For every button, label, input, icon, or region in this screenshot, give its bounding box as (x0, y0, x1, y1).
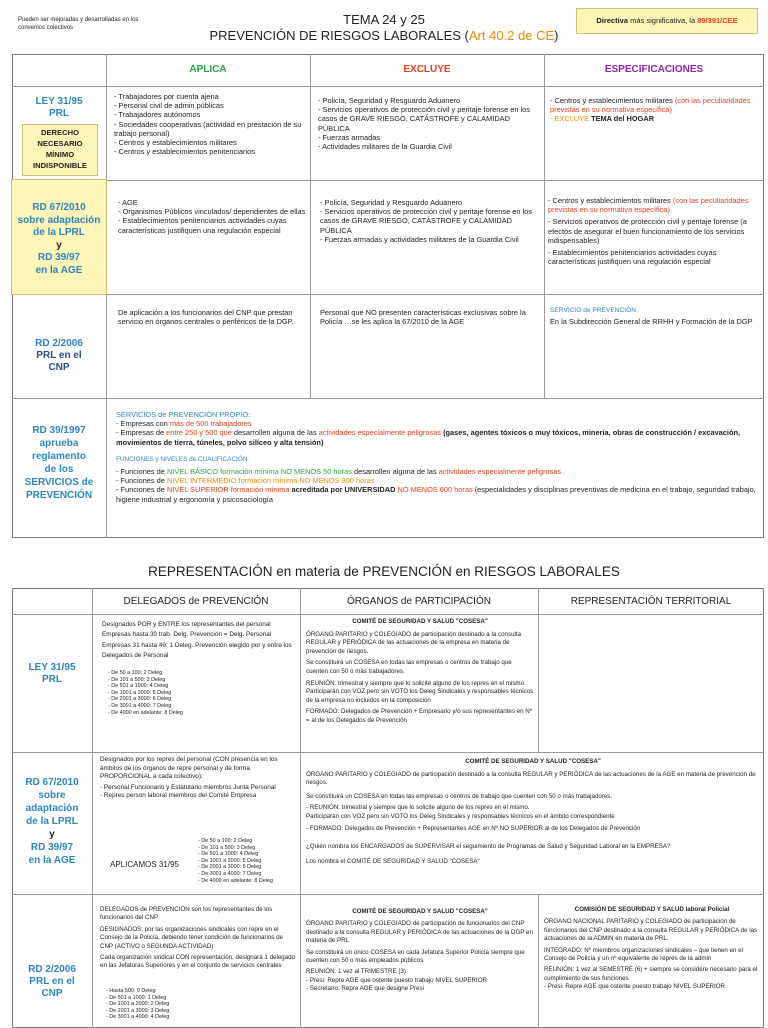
title-line2: PREVENCIÓN DE RIESGOS LABORALES (Art 40.2 de CE) (209, 28, 559, 43)
title-line1: TEMA 24 y 25 (343, 12, 425, 27)
t2-law-ley-31-95: LEY 31/95 PRL (28, 662, 76, 685)
header-aplica: APLICA (189, 64, 227, 75)
row3-excluye: Personal que NO presenten características exclusivas sobre la Policía …se les aplica la 67/2010 de la AGE (320, 308, 526, 327)
header-excluye: EXCLUYE (403, 64, 451, 75)
t2-row3-territorial: COMISIÓN DE SEGURIDAD Y SALUD laboral Policial ÓRGANO NACIONAL PARITARIO y COLEGIADO de participación de funcionarios del CNP destinado a la consulta REGULAR y PERIÓDICA de las actuaciones de la ADMIN en materia de PRL. INTEGRADO: Nº miembros organizaciones sindicales – que tienen en el Consejo de Policía y un nº equivalente de repres de la admin REUNIÓN: 1 vez al SEMESTRE (6) + siempre se considere necesario para el cumplimiento de sus funciones - Presi: Repre AGE que ostente puesto trabajo NIVEL SUPERIOR (544, 906, 758, 991)
row3-especificaciones: SERVICIO de PREVENCIÓN En la Subdirección General de RRHH y Formación de la DGP (550, 307, 753, 327)
t2-row1-organos: COMITÉ DE SEGURIDAD Y SALUD "COSESA" ÓRGANO PARITARIO y COLEGIADO de participación destinado a la consulta REGULAR y PERIÓDICA de las actuaciones de la empresa en materia de prevención de riesgos. Se constituirá un COSESA en todas las empresas o centros de trabajo que cuenten con 50 o más trabajadores. REUNIÓN: trimestral y siempre que lo solicite alguno de los repres en el mismo. Participarán con VOZ pero sin VOTO los Deleg Sindicales y responsables técnicos de la empresa no incluidos en la composición FORMADO: Delegados de Prevención + Empresario y/o sus representantes en Nº = al de los Delegados de Prevención (306, 618, 534, 724)
t2-law-rd-2-2006: RD 2/2006 PRL en el CNP (28, 964, 76, 999)
row1-aplica-list: - Trabajadores por cuenta ajena - Personal civil de admin públicas - Trabajadores autónomos - Sociedades cooperativas (actividad en prestación de su trabajo personal) - Centros y establecimientos militares - Centros y establecimientos penitenciarios (114, 92, 302, 157)
law-rd-39-1997: RD 39/1997 aprueba reglamento de los SERVICIOS de PREVENCIÓN (24, 425, 94, 501)
row2-especificaciones: - Centros y establecimientos militares (con las peculiaridades previstas en su normativa específica) - Servicios operativos de protección civil y peritaje forense (a efectos de asegurar el buen funcionamiento de los servicios indispensables) - Establecimientos penitenciarios actividades cuyas características justifiquen una regulación especial (548, 196, 749, 267)
header-organos: ÓRGANOS de PARTICIPACIÓN (347, 596, 491, 607)
title-art: Art 40.2 de CE (468, 28, 555, 43)
aplicamos-label: APLICAMOS 31/95 (110, 860, 179, 869)
t2-row1-scale: - De 50 a 100: 2 Deleg - De 101 a 500: 3 Deleg - De 501 a 1000: 4 Deleg - De 1001 a 2000: 5 Deleg - De 2001 a 3000: 6 Deleg - De 3001 a 4000: 7 Deleg - De 4000 en adelante: 8 Deleg (108, 670, 183, 716)
t2-row2-organos: COMITÉ DE SEGURIDAD Y SALUD "COSESA" ÓRGANO PARITARIO y COLEGIADO de participación destinado a la consulta REGULAR y PERIÓDICA de las actuaciones de la AGE en materia de prevención de riesgos. Se constituirá un COSESA en todas las empresas o centros de trabajo que cuenten con 50 o más trabajadores. - REUNIÓN: trimestral y siempre que lo solicite alguno de los repres en el mismo. Participarán con VOZ pero sin VOTO los Deleg Sindicales y responsables técnicos en el ámbito correspondiente - FORMADO: Delegados de Prevención + Representantes AGE en Nº NO SUPERIOR al de los Delegados de Prevención ¿Quién nombra los ENCARGADOS de SUPERVISAR el seguimiento de Programas de Salud y Seguridad Laboral en la EMPRESA? Los nombra el COMITÉ DE SEGURIDAD Y SALUD "COSESA" (306, 758, 756, 865)
row4-servicios-prevencion: SERVICIOS de PREVENCIÓN PROPIO: - Empresas con más de 500 trabajadores - Empresas de entre 250 y 500 que desarrollen alguna de las actividades especialmente peligrosas (gases, agentes tóxicos o muy tóxicos, minería, obras de construcción / excavación, movimientos de tierra, túneles, polvo silíceo y alta tensión) FUNCIONES y NIVELES de CUALIFICACIÓN - Funciones de NIVEL BÁSICO formación mínima NO MENOS 50 horas desarrollen alguna de las actividades especialmente peligrosas - Funciones de NIVEL INTERMEDIO formación mínima NO MENOS 300 horas - Funciones de NIVEL SUPERIOR formación mínima acreditada por UNIVERSIDAD NO MENOS 600 horas (especialidades y disciplinas preventivas de medicina en el trabajo, seguridad trabajo, higiene industrial y ergonomía y psicosociología (116, 410, 756, 504)
header-territorial: REPRESENTACIÓN TERRITORIAL (570, 596, 732, 607)
top-note: Pueden ser mejoradas y desarrolladas en los convenios colectivos (18, 17, 139, 31)
section2-title: REPRESENTACIÓN en materia de PREVENCIÓN en RIESGOS LABORALES (148, 564, 620, 579)
derecho-minimo-badge: DERECHO NECESARIO MÍNIMO INDISPONIBLE (22, 124, 98, 176)
t2-row3-organos: COMITÉ DE SEGURIDAD Y SALUD "COSESA" ÓRGANO PARITARIO y COLEGIADO de participación de funcionarios del CNP destinado a la consulta REGULAR y PERIÓDICA de las actuaciones de la DGP en materia de PRL Se constituirá un único COSESA en cada Jefatura Superior Policía siempre que cuenten con 50 o más empleados públicos REUNIÓN: 1 vez al TRIMESTRE (3) - Presi: Repre AGE que ostente puesto trabajo NIVEL SUPERIOR - Secretario: Repre AGE que designe Presi (306, 908, 533, 993)
header-especificaciones: ESPECIFICACIONES (604, 64, 704, 75)
t2-row1-delegados: Designados POR y ENTRE los representantes del personal Empresas hasta 30 trab. Delg. Prevención = Delg. Personal Empresas 31 hasta 49: 1 Deleg. Prevención elegido por y entre los Delegados de Personal (102, 621, 292, 660)
row2-excluye-list: - Policía, Seguridad y Resguardo Aduanero - Servicios operativos de protección civil y peritaje forense en los casos de GRAVE RIESGO, CATÁSTROFE y CALAMIDAD PÚBLICA - Fuerzas armadas y actividades militares de la Guardia Civil (320, 198, 532, 244)
t2-row2-scale: - De 50 a 100: 2 Deleg - De 101 a 500: 3 Deleg - De 501 a 1000: 4 Deleg - De 1001 a 2000: 5 Deleg - De 2001 a 3000: 6 Deleg - De 3001 a 4000: 7 Deleg - De 4000 en adelante: 8 Deleg (198, 838, 273, 884)
t2-law-rd-67-2010: RD 67/2010 sobre adaptación de la LPRL y RD 39/97 en la AGE (25, 777, 79, 866)
row1-excluye-list: - Policía, Seguridad y Resguardo Aduanero - Servicios operativos de protección civil y peritaje forense en los casos de GRAVE RIESGO, CATÁSTROFE y CALAMIDAD PÚBLICA - Fuerzas armadas - Actividades militares de la Guardia Civil (318, 96, 530, 152)
row1-especificaciones: - Centros y establecimientos militares (con las peculiaridades previstas en su normativa específica) - EXCLUYE TEMA del HOGAR (550, 96, 751, 124)
row2-aplica-list: - AGE - Organismos Públicos vinculados/ dependientes de ellas - Establecimientos penitenciarios actividades cuyas características justifiquen una regulación especial (118, 198, 306, 235)
header-delegados: DELEGADOS de PREVENCIÓN (123, 596, 269, 607)
directiva-box: Directiva más significativa, la 89/391/CEE (576, 8, 758, 34)
t2-row3-scale: - Hasta 500: 0 Deleg - De 501 a 1000: 1 Deleg - De 1001 a 2000: 2 Deleg - De 2001 a 3000: 3 Deleg - De 3001 a 4000: 4 Deleg (106, 988, 170, 1021)
law-rd-2-2006: RD 2/2006 PRL en el CNP (35, 338, 83, 373)
row3-aplica: De aplicación a los funcionarios del CNP que prestan servicio en órganos centrales o periféricos de la DGP. (118, 308, 294, 327)
t2-row2-delegados: Designados por los repres del personal (CON presencia en los ámbitos de los órganos de repre personal y de forma PROPORCIONAL a cada colectivo): - Personal Funcionario y Estatutario miembros Junta Personal - Repres person laboral miembros del Comité Empresa (100, 756, 278, 800)
t2-row3-delegados: DELEGADOS de PREVENCIÓN son los representantes de los funcionarios del CNP DESIGNADOS: por las organizaciones sindicales con repre en el Consejo de la Policía, debiendo tener condición de funcionarios de CNP (ACTIVO o SEGUNDA ACTIVIDAD) Cada organización sindical CON representación, designará 1 delegado en las Jefaturas Superiores y en el conjunto de servicios centrales (100, 906, 296, 970)
law-ley-31-95: LEY 31/95 PRL (35, 96, 83, 119)
law-rd-67-2010: RD 67/2010 sobre adaptación de la LPRL y RD 39/97 en la AGE (17, 202, 101, 276)
